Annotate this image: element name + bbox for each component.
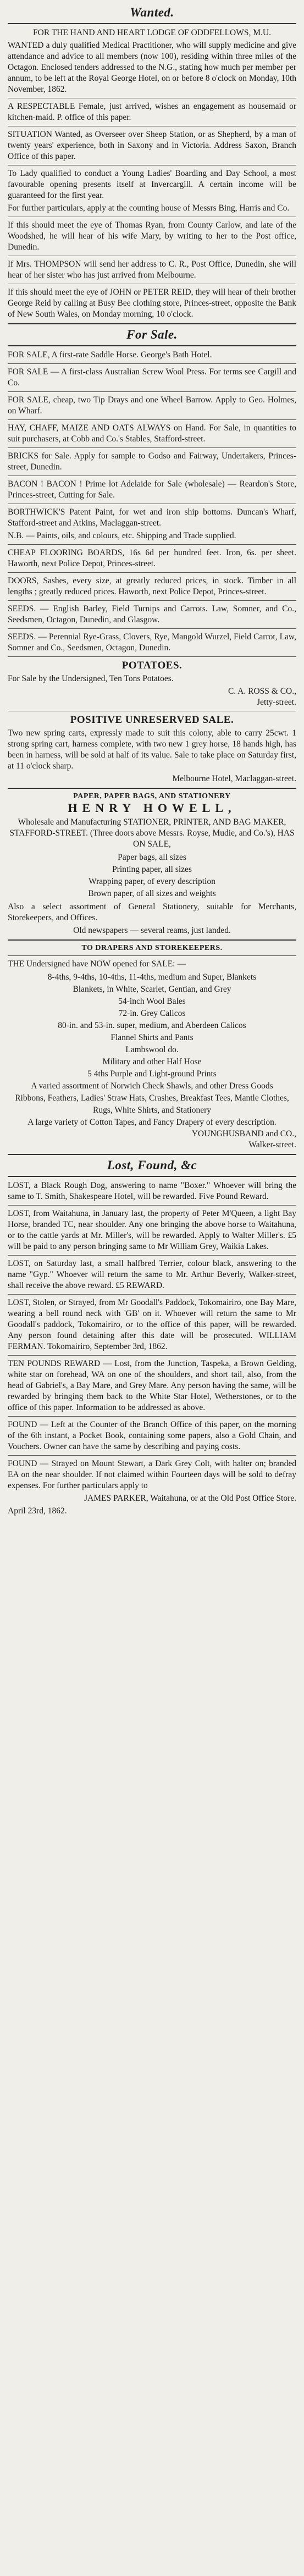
divider xyxy=(8,447,296,448)
sale-ad-doors: DOORS, Sashes, every size, at greatly reduced prices, in stock. Timber in all lengths ; greatly reduced prices. Haworth, next Police Depot, Princes-street. xyxy=(8,576,296,596)
divider xyxy=(8,391,296,392)
divider xyxy=(8,1455,296,1456)
sale-ad-wool-press: FOR SALE — A first-class Australian Screw Wool Press. For terms see Cargill and Co. xyxy=(8,367,296,388)
divider xyxy=(8,323,296,324)
wanted-ad-school-particulars: For further particulars, apply at the counting house of Messrs Bing, Harris and Co. xyxy=(8,203,290,213)
wanted-ad-school: To Lady qualified to conduct a Young Ladies' Boarding and Day School, a most favourable opening presents itself at Invercargill. A certain income will be guaranteed for the first year. xyxy=(8,169,296,200)
howell-item: Wrapping paper, of every description xyxy=(89,877,215,886)
howell-item: Also a select assortment of General Stationery, suitable for Merchants, Storekeepers, and Offices. xyxy=(8,902,296,922)
divider xyxy=(8,1176,296,1177)
howell-item: Brown paper, of all sizes and weights xyxy=(88,889,216,898)
drapers-intro: THE Undersigned have NOW opened for SALE: — xyxy=(8,959,186,969)
positive-sale-signature: Melbourne Hotel, Maclaggan-street. xyxy=(172,774,296,783)
divider xyxy=(8,600,296,601)
drapers-item: 80-in. and 53-in. super, medium, and Aberdeen Calicos xyxy=(58,1021,246,1030)
divider xyxy=(8,628,296,629)
potatoes-body: For Sale by the Undersigned, Ten Tons Potatoes. xyxy=(8,674,174,683)
howell-heading: PAPER, PAPER BAGS, AND STATIONERY xyxy=(73,792,231,800)
wanted-ad-lodge-heading: FOR THE HAND AND HEART LODGE OF ODDFELLOWS, M.U. xyxy=(33,28,271,37)
wanted-ad-mrs-thompson: If Mrs. THOMPSON will send her address to C. R., Post Office, Dunedin, she will hear of her sister who has just arrived from Melbourne. xyxy=(8,259,296,280)
wanted-ad-thomas-ryan: If this should meet the eye of Thomas Ryan, from County Carlow, and late of the Woodshed, he will hear of his wife Mary, by writing to her to the Post office, Dunedin. xyxy=(8,220,296,252)
found-ad-colt: FOUND — Strayed on Mount Stewart, a Dark Grey Colt, with halter on; branded EA on the near shoulder. If not claimed within Fourteen days will be sold to defray expenses. For further particulars apply to xyxy=(8,1459,296,1490)
sale-ad-flooring: CHEAP FLOORING BOARDS, 16s 6d per hundred feet. Iron, 6s. per sheet. Haworth, next Police Depot, Princes-street. xyxy=(8,548,296,568)
positive-sale-body: Two new spring carts, expressly made to suit this colony, able to carry 25cwt. 1 strong spring cart, harness complete, with two new 1 grey horse, 18 hands high, has been in harness, will be sold at half of its value. Sale to take place on Saturday first, at 11 o'clock sharp. xyxy=(8,728,296,771)
section-title-wanted: Wanted. xyxy=(130,5,174,19)
drapers-item: Flannel Shirts and Pants xyxy=(110,1033,194,1042)
drapers-item: 5 4ths Purple and Light-ground Prints xyxy=(87,1069,217,1079)
drapers-address: Walker-street. xyxy=(248,1140,296,1149)
divider xyxy=(8,23,296,24)
divider xyxy=(8,544,296,545)
lost-ad-ten-pounds: TEN POUNDS REWARD — Lost, from the Junction, Taspeka, a Brown Gelding, white star on forehead, WA on one of the shoulders, and short tail, also, from the head of Gabriel's, a Bay Mare, and Grey Mare. Any person having the same, will be rewarded by bringing them back to the White Star Hotel, Wetherstones, or to the office of this paper. Information to be addressed as above. xyxy=(8,1359,296,1412)
sale-ad-hay-chaff: HAY, CHAFF, MAIZE AND OATS ALWAYS on Hand. For Sale, in quantities to suit purchasers, at Cobb and Co.'s Stables, Stafford-street. xyxy=(8,423,296,444)
drapers-item: A large variety of Cotton Tapes, and Fancy Drapery of every description. xyxy=(27,1118,277,1127)
drapers-item: A varied assortment of Norwich Check Shawls, and other Dress Goods xyxy=(31,1081,273,1091)
wanted-ad-medical: WANTED a duly qualified Medical Practitioner, who will supply medicine and give attendance and advice to all members (now 100), residing within three miles of the Octagon. Enclosed tenders addressed to the N.G., stating how much per member per annum, to be left at the Royal George Hotel, on or before 8 o'clock on Monday, 10th November, 1862. xyxy=(8,41,296,94)
sale-ad-borthwick-paint: BORTHWICK'S Patent Paint, for wet and iron ship bottoms. Duncan's Wharf, Stafford-street and Atkins, Maclaggan-street. xyxy=(8,507,296,528)
potatoes-signature: C. A. ROSS & CO., xyxy=(228,687,296,696)
howell-name: HENRY HOWELL, xyxy=(68,801,236,815)
divider xyxy=(8,345,296,346)
sale-ad-seeds-barley: SEEDS. — English Barley, Field Turnips and Carrots. Law, Somner, and Co., Seedsmen, Octagon, Dunedin, and Glasgow. xyxy=(8,604,296,624)
sale-ad-tip-drays: FOR SALE, cheap, two Tip Drays and one Wheel Barrow. Apply to Geo. Holmes, on Wharf. xyxy=(8,395,296,416)
drapers-item: Military and other Half Hose xyxy=(102,1057,202,1066)
wanted-ad-overseer: SITUATION Wanted, as Overseer over Sheep Station, or as Shepherd, by a man of twenty years' experience, both in Saxony and in Victoria. Address Saxon, Branch Office of this paper. xyxy=(8,130,296,161)
found-ad-date: April 23rd, 1862. xyxy=(8,1506,67,1516)
lost-ad-black-dog: LOST, a Black Rough Dog, answering to name "Boxer." Whoever will bring the same to T. Smith, Shakespeare Hotel, will be rewarded. Five Pound Reward. xyxy=(8,1181,296,1201)
drapers-item: Ribbons, Feathers, Ladies' Straw Hats, Crashes, Breakfast Tees, Mantle Clothes, Rugs, White Shirts, and Stationery xyxy=(15,1093,289,1115)
divider xyxy=(8,788,296,789)
section-title-for-sale: For Sale. xyxy=(126,328,178,341)
drapers-item: Blankets, in White, Scarlet, Gentian, and Grey xyxy=(73,985,231,994)
sale-ad-seeds-ryegrass: SEEDS. — Perennial Rye-Grass, Clovers, Rye, Mangold Wurzel, Field Carrot, Law, Somner and Co., Seedsmen, Octagon, Dunedin. xyxy=(8,632,296,653)
wanted-ad-female: A RESPECTABLE Female, just arrived, wishes an engagement as housemaid or kitchen-maid. P. office of this paper. xyxy=(8,102,296,122)
divider xyxy=(8,1294,296,1295)
potatoes-title: POTATOES. xyxy=(121,660,183,671)
howell-intro: Wholesale and Manufacturing STATIONER, PRINTER, AND BAG MAKER, STAFFORD-STREET. (Three doors above Messrs. Royse, Mudie, and Co.'s), HAS ON SALE, xyxy=(9,817,295,849)
divider xyxy=(8,572,296,573)
lost-ad-terrier: LOST, on Saturday last, a small halfbred Terrier, colour black, answering to the name "Gyp." Whoever will return the same to Mr. Arthur Beverly, Walker-street, shall receive the above reward. £5 REWARD. xyxy=(8,1259,296,1290)
sale-ad-bacon: BACON ! BACON ! Prime lot Adelaide for Sale (wholesale) — Reardon's Store, Princes-street, Cutting for Sale. xyxy=(8,479,296,500)
howell-item: Printing paper, all sizes xyxy=(112,865,192,874)
found-ad-pocket-book: FOUND — Left at the Counter of the Branch Office of this paper, on the morning of the 6th instant, a Pocket Book, containing some papers, also a Gold Chain, and Vouchers. Owner can have the same by describing and paying costs. xyxy=(8,1420,296,1451)
drapers-signature: YOUNGHUSBAND and CO., xyxy=(191,1129,296,1138)
drapers-item: Lambswool do. xyxy=(125,1045,179,1054)
divider xyxy=(8,1255,296,1256)
divider xyxy=(8,363,296,364)
divider xyxy=(8,656,296,657)
drapers-item: 54-inch Wool Bales xyxy=(118,997,186,1006)
howell-item: Paper bags, all sizes xyxy=(118,853,186,862)
potatoes-address: Jetty-street. xyxy=(257,698,296,707)
wanted-ad-reid: If this should meet the eye of JOHN or PETER REID, they will hear of their brother George Reid by calling at Busy Bee clothing store, Princes-street, opposite the Bank of New South Wales, on Monday morning, 10 o'clock. xyxy=(8,288,296,319)
divider xyxy=(8,939,296,941)
sale-ad-saddle-horse: FOR SALE, A first-rate Saddle Horse. George's Bath Hotel. xyxy=(8,350,212,360)
lost-ad-bay-mare: LOST, Stolen, or Strayed, from Mr Goodall's Paddock, Tokomairiro, one Bay Mare, wearing a bell round neck with 'GB' on it. Whoever will return the same to Mr Goodall's paddock, Tokomairiro, or to the office of this paper, will be rewarded. Any person found detaining after this date will be prosecuted. WILLIAM FERMAN. Tokomairiro, September 3rd, 1862. xyxy=(8,1298,296,1351)
drapers-item: 72-in. Grey Calicos xyxy=(118,1009,186,1018)
divider xyxy=(8,1205,296,1206)
sale-ad-bricks: BRICKS for Sale. Apply for sample to Godso and Fairway, Undertakers, Princes-street, Dunedin. xyxy=(8,451,296,472)
divider xyxy=(8,419,296,420)
section-title-lost-found: Lost, Found, &c xyxy=(107,1158,197,1172)
positive-sale-title: POSITIVE UNRESERVED SALE. xyxy=(70,714,234,726)
sale-ad-borthwick-nb: N.B. — Paints, oils, and colours, etc. Shipping and Trade supplied. xyxy=(8,531,236,540)
drapers-heading: TO DRAPERS AND STOREKEEPERS. xyxy=(81,944,223,952)
divider xyxy=(8,1416,296,1417)
found-ad-signature: JAMES PARKER, Waitahuna, or at the Old Post Office Store. xyxy=(84,1494,296,1503)
divider xyxy=(8,1355,296,1356)
drapers-item: 8-4ths, 9-4ths, 10-4ths, 11-4ths, medium and Super, Blankets xyxy=(47,972,257,982)
lost-ad-bay-horse: LOST, from Waitahuna, in January last, the property of Peter M'Queen, a light Bay Horse, branded TC, near shoulder. Any one bringing the above horse to Waitahuna, or to the cattle yards at Mr. Miller's, will be rewarded. Apply to Walter Miller's. £5 will be paid to any person bringing same to Mr William Grey, Waikia Lakes. xyxy=(8,1209,296,1251)
divider xyxy=(8,1154,296,1155)
divider xyxy=(8,955,296,956)
howell-footer: Old newspapers — several reams, just landed. xyxy=(73,926,231,935)
